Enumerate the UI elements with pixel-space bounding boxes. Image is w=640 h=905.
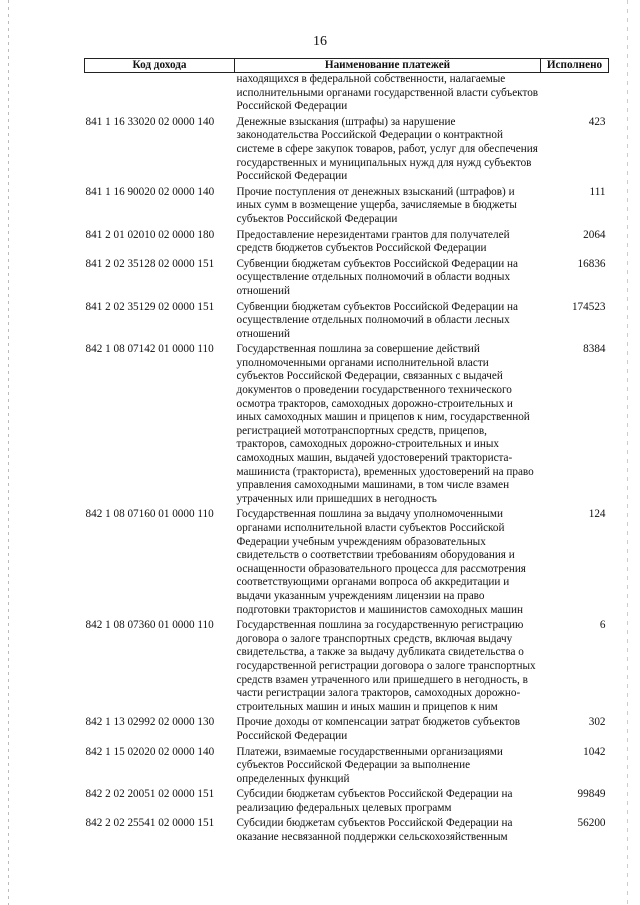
income-code: 841 2 01 02010 02 0000 180: [85, 228, 215, 241]
income-code: 842 1 08 07142 01 0000 110: [85, 343, 214, 356]
payment-name: Субвенции бюджетам субъектов Российской Федерации на осуществление отдельных полномочий в области лесных отношений: [236, 300, 518, 340]
income-code: 842 1 15 02020 02 0000 140: [85, 745, 215, 758]
header-executed: Исполнено: [541, 59, 609, 73]
income-code: 841 1 16 33020 02 0000 140: [85, 115, 215, 128]
payment-name: Субсидии бюджетам субъектов Российской Федерации на реализацию федеральных целевых программ: [236, 788, 513, 814]
executed-amount: 423: [588, 115, 606, 128]
revenue-table: [84, 58, 609, 847]
table-row: [85, 73, 609, 116]
income-code: 841 1 16 90020 02 0000 140: [85, 185, 215, 198]
executed-amount: 1042: [583, 745, 606, 758]
executed-amount: 111: [589, 185, 606, 198]
table-row: [85, 817, 609, 846]
scan-edge-left: [8, 0, 9, 905]
payment-name: Государственная пошлина за совершение действий уполномоченными органами исполнительной власти субъектов Российской Федерации, связанных с выдачей документов о проведении государственного технического осмотра тракторов, самоходных дорожно-строительных и иных самоходных машин и прицепов к ним, государственной регистрацией мототранспортных средств, прицепов, тракторов, самоходных дорожно-строительных и иных самоходных машин, выдачей удостоверений тракториста-машиниста (тракториста), временных удостоверений на право управления самоходными машинами, в том числе взамен утраченных или пришедших в негодность: [236, 343, 534, 505]
scan-edge-right: [627, 0, 628, 905]
table-row: [85, 619, 609, 716]
income-code: 842 2 02 20051 02 0000 151: [85, 788, 215, 801]
payment-name: Прочие поступления от денежных взысканий (штрафов) и иных сумм в возмещение ущерба, зачисляемые в бюджеты субъектов Российской Федерации: [236, 185, 517, 225]
table-row: [85, 716, 609, 745]
table-header-row: [85, 59, 609, 73]
table-row: [85, 788, 609, 817]
income-code: 841 2 02 35128 02 0000 151: [85, 257, 215, 270]
payment-name: находящихся в федеральной собственности, налагаемые исполнительными органами государственной власти субъектов Российской Федерации: [236, 73, 539, 113]
executed-amount: 56200: [577, 817, 606, 830]
payment-name: Денежные взыскания (штрафы) за нарушение законодательства Российской Федерации о контрактной системе в сфере закупок товаров, работ, услуг для обеспечения государственных и муниципальных нужд для нужд субъектов Российской Федерации: [236, 115, 538, 183]
payment-name: Государственная пошлина за выдачу уполномоченными органами исполнительной власти субъектов Российской Федерации учебным учреждениям образовательных свидетельств о соответствии требованиям оборудования и оснащенности образовательного процесса для рассмотрения соответствующими органами вопроса об аккредитации и выдачи указанным учреждениям лицензии на право подготовки трактористов и машинистов самоходных машин: [236, 508, 526, 616]
table-row: [85, 116, 609, 186]
executed-amount: 16836: [577, 257, 606, 270]
payment-name: Субвенции бюджетам субъектов Российской Федерации на осуществление отдельных полномочий в области водных отношений: [236, 257, 518, 297]
executed-amount: 99849: [577, 788, 606, 801]
executed-amount: 302: [588, 716, 606, 729]
header-income-code: Код дохода: [85, 59, 235, 73]
header-payment-name: Наименование платежей: [235, 59, 541, 73]
income-code: [85, 73, 235, 116]
executed-amount: 8384: [583, 343, 606, 356]
table-row: [85, 186, 609, 229]
table-row: [85, 301, 609, 344]
income-code: 842 1 08 07360 01 0000 110: [85, 619, 214, 632]
income-code: 842 1 13 02992 02 0000 130: [85, 716, 215, 729]
table-row: [85, 746, 609, 789]
income-code: 841 2 02 35129 02 0000 151: [85, 300, 215, 313]
executed-amount: [541, 73, 609, 116]
payment-name: Платежи, взимаемые государственными организациями субъектов Российской Федерации за выполнение определенных функций: [236, 745, 503, 785]
page-number: 16: [313, 34, 327, 49]
payment-name: Прочие доходы от компенсации затрат бюджетов субъектов Российской Федерации: [236, 716, 521, 742]
income-code: 842 1 08 07160 01 0000 110: [85, 508, 214, 521]
executed-amount: 2064: [583, 228, 606, 241]
table-row: [85, 508, 609, 619]
payment-name: Предоставление нерезидентами грантов для получателей средств бюджетов субъектов Российской Федерации: [236, 228, 510, 255]
executed-amount: 174523: [571, 300, 606, 313]
executed-amount: 6: [599, 619, 606, 632]
table-row: [85, 258, 609, 301]
executed-amount: 124: [588, 508, 606, 521]
income-code: 842 2 02 25541 02 0000 151: [85, 817, 215, 830]
table-row: [85, 229, 609, 258]
payment-name: Субсидии бюджетам субъектов Российской Федерации на оказание несвязанной поддержки сельскохозяйственным: [236, 817, 513, 844]
payment-name: Государственная пошлина за государственную регистрацию договора о залоге транспортных средств, включая выдачу свидетельства, а также за выдачу дубликата свидетельства о государственной регистрации договора о залоге транспортных средств взамен утраченного или пришедшего в негодность, в части регистрации залога тракторов, самоходных дорожно-строительных машин и иных машин и прицепов к ним: [236, 619, 536, 713]
table-row: [85, 343, 609, 508]
